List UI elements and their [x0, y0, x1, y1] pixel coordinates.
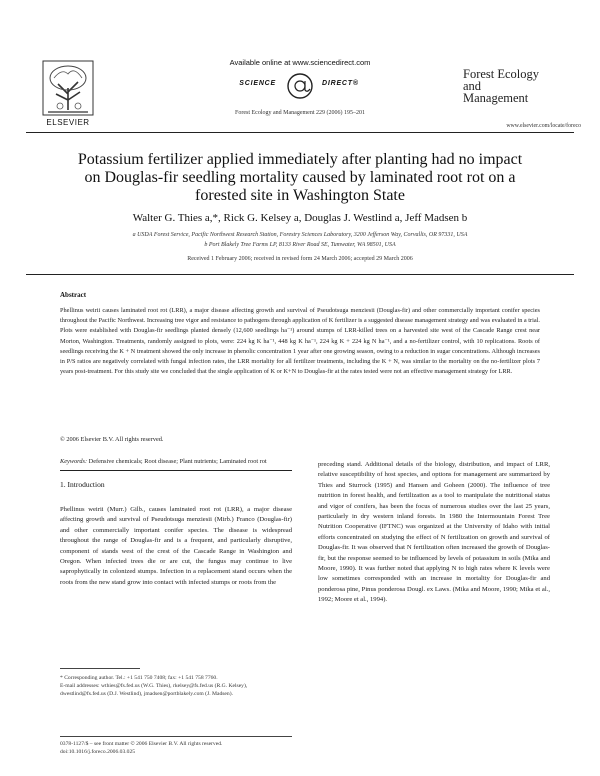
available-online: Available online at www.sciencedirect.com — [229, 58, 371, 67]
footnote-line-1: * Corresponding author. Tel.: +1 541 750 7408; fax: +1 541 758 7760. — [60, 675, 218, 681]
sciencedirect-right: DIRECT® — [322, 80, 359, 87]
elsevier-tree-logo — [42, 60, 94, 116]
title-divider — [26, 274, 574, 275]
journal-line-2: and — [463, 79, 482, 93]
abstract-text: Phellinus weirii causes laminated root rot (LRR), a major disease affecting growth and survival of Pseudotsuga menziesii (Douglas-fir) and other commercially important conifer species throughout the Pacific Northwest. Increasing tree vigor and resistance to pathogens through application of K fertilizer is a suggested disease management strategy and was evaluated in a trial. Plots were established with Douglas-fir seedlings planted densely (12,600 seedlings ha⁻¹) around stumps of LRR-killed trees on a harvested site west of the Cascade Range crest near Morton, Washington. Treatments, randomly assigned to plots, were: 224 kg K ha⁻¹, 448 kg K ha⁻¹, 224 kg K + 224 kg N ha⁻¹, and a no-fertilizer control, with 10 replications. Roots of seedlings receiving the K + N treatment showed the only increase in phenolic concentration 1 year after one growing season, owing to a reduction in sugar concentrations. Although increases in P/S ratios are negatively correlated with fungal infection rates, the LRR mortality for all fertilizer treatments, including the K + N, was similar to the mortality on the no-fertilizer plots 7 years post-treatment. For this study site we concluded that the single application of K or K+N to Douglas-fir at the rates tested were not an effective management strategy for LRR. — [60, 307, 540, 376]
journal-line-3: Management — [463, 91, 529, 105]
doi-link[interactable]: doi:10.1016/j.foreco.2006.03.025 — [60, 749, 136, 755]
sciencedirect-left: SCIENCE — [239, 80, 276, 87]
received-dates: Received 1 February 2006; received in revised form 24 March 2006; accepted 29 March 2006 — [187, 256, 413, 262]
article-title: Potassium fertilizer applied immediately after planting had no impact on Douglas-fir seedling mortality caused by laminated root rot on a forested site in Washington State — [77, 151, 523, 204]
issn-block — [60, 740, 292, 756]
intro-left-column: Phellinus weirii (Murr.) Gilb., causes laminated root rot (LRR), a major disease affecting growth and survival of Pseudotsuga menziesii (Mirb.) Franco (Douglas-fir) and other commercially important conifer species. The disease is widespread throughout the range of Douglas-fir and is a frequent, and particularly disruptive, component of stands west of the crest of the Cascade Range in Washington and Oregon. When infected trees die or are cut, the fungus may continue to live saprophytically in colonized stumps. Infection in a replacement stand occurs when the roots from the new stand grow into contact with infected stumps or roots from the — [60, 506, 292, 586]
footnote-line-2: E-mail addresses: wthies@fs.fed.us (W.G. Thies), rkelsey@fs.fed.us (R.G. Kelsey), dwestlind@fs.fed.us (D.J. Westlind), jmadsen@portblakely.com (J. Madsen). — [60, 683, 248, 697]
abstract-divider — [60, 470, 292, 471]
affiliation-b: b Port Blakely Tree Farms LP, 8133 River Road SE, Tumwater, WA 98501, USA — [204, 242, 396, 248]
issn-line: 0378-1127/$ – see front matter © 2006 Elsevier B.V. All rights reserved. — [60, 741, 223, 747]
affiliation-a: a USDA Forest Service, Pacific Northwest Research Station, Forestry Sciences Laboratory, 3200 Jefferson Way, Corvallis, OR 97331, USA — [132, 232, 468, 238]
journal-citation: Forest Ecology and Management 229 (2006) 195–201 — [235, 110, 365, 116]
keywords-label: Keywords: — [60, 458, 88, 465]
section-heading-introduction: 1. Introduction — [60, 480, 105, 489]
corresponding-author-footnote — [60, 674, 292, 698]
bottom-divider — [60, 736, 292, 737]
header-divider — [26, 132, 574, 133]
journal-line-1: Forest Ecology — [463, 67, 540, 81]
keywords-list: Defensive chemicals; Root disease; Plant nutrients; Laminated root rot — [88, 458, 267, 465]
abstract-copyright: © 2006 Elsevier B.V. All rights reserved. — [60, 436, 164, 443]
publisher-name: ELSEVIER — [46, 118, 90, 127]
abstract-heading: Abstract — [60, 291, 87, 299]
journal-url-link[interactable]: www.elsevier.com/locate/foreco — [506, 123, 581, 129]
footnote-divider — [60, 668, 140, 669]
author-list: Walter G. Thies a,*, Rick G. Kelsey a, Douglas J. Westlind a, Jeff Madsen b — [132, 212, 468, 224]
journal-name — [463, 68, 573, 104]
intro-right-column: preceding stand. Additional details of the biology, distribution, and impact of LRR, relative susceptibility of host species, and options for management are summarized by Thies and Sturrock (1995) and Hansen and Goheen (2000). The influence of tree nutrition in forest health, and fertilization as a tool to manipulate the nutritional status and vigor of conifers, has been the focus of numerous studies over the last 25 years, particularly in dry western inland forests. In 1980 the Intermountain Forest Tree Nutrition Cooperative (IFTNC) was organized at the University of Idaho with initial efforts concentrated on studying the effect of N fertilization on growth and survival of Douglas-fir. It was observed that N fertilization often increased the growth of Douglas-fir, but the response seemed to be influenced by levels of potassium in soils (Mika and Moore, 1990). It was further noted that applying N to high rates where K levels were low sometimes corresponded with an increase in mortality for Douglas-fir and ponderosa pine, Pinus ponderosa Dougl. ex Laws. (Mika and Moore, 1990; Mika et al., 1992; Moore et al., 1994). — [318, 461, 550, 604]
